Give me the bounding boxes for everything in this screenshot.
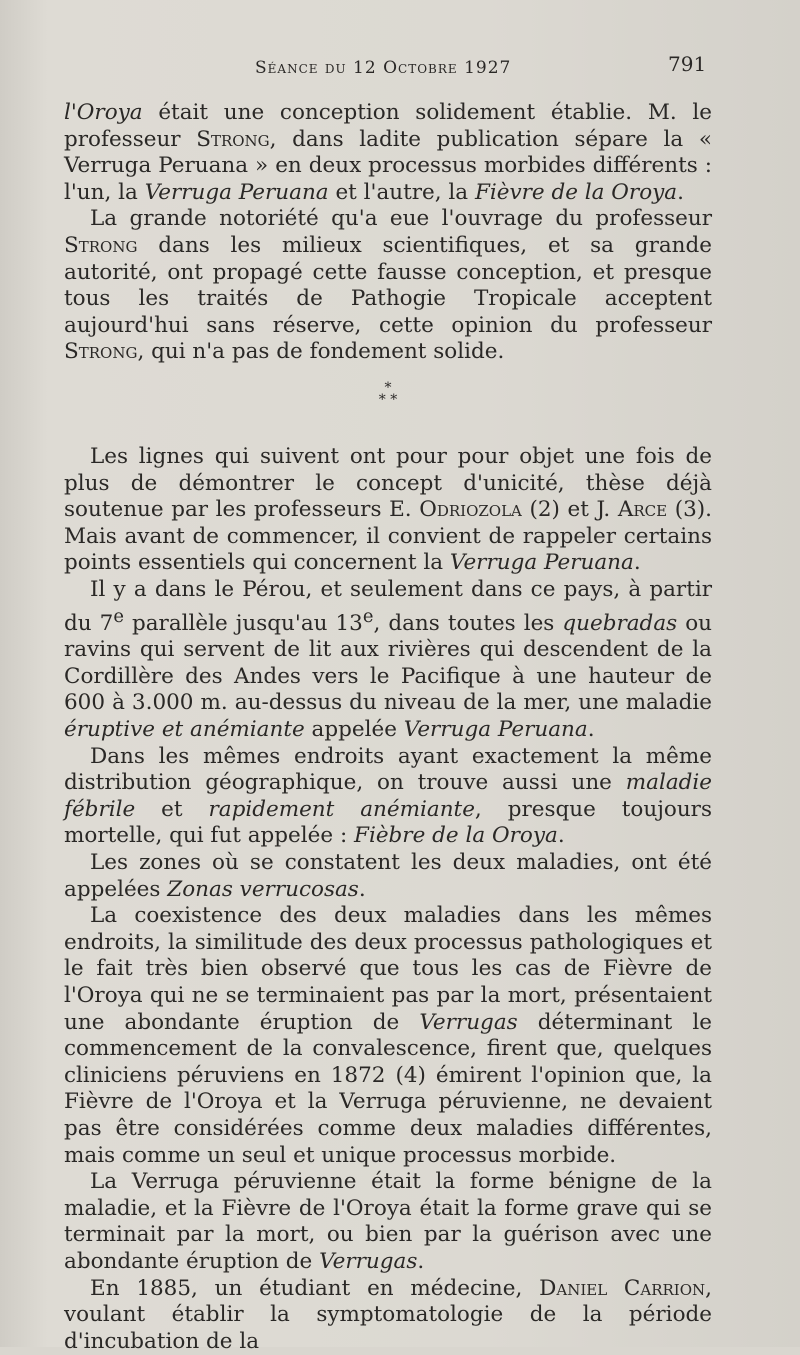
- body-text: [64, 100, 712, 1355]
- text-span: Les lignes qui suivent ont pour pour objet une fois de plus de démontrer le concept d'unicité, thèse déjà soutenue par les professeurs E.: [64, 444, 712, 522]
- paragraph-6: [64, 850, 712, 903]
- paragraph-7: [64, 903, 712, 1169]
- text-span: .: [677, 180, 684, 205]
- paragraph-8: [64, 1169, 712, 1275]
- paragraph-9: [64, 1276, 712, 1355]
- text-span: , voulant établir la symptomatologie de la période d'incubation de la: [64, 1276, 712, 1354]
- text-span: Dans les mêmes endroits ayant exactement la même distribution géographique, on trouve aussi une: [64, 744, 712, 796]
- text-span: quebradas: [562, 611, 677, 636]
- page-number: 791: [668, 52, 706, 76]
- text-span: et l'autre, la: [329, 180, 475, 205]
- text-span: était une conception solidement établie. M. le professeur: [64, 100, 712, 152]
- text-span: appelée: [305, 717, 404, 742]
- text-span: Zonas verrucosas: [167, 877, 359, 902]
- superscript: e: [363, 606, 374, 627]
- text-span: .: [588, 717, 595, 742]
- author-name: Strong: [64, 233, 137, 258]
- text-span: En 1885, un étudiant en médecine,: [90, 1276, 539, 1301]
- text-span: , qui n'a pas de fondement solide.: [137, 339, 504, 364]
- text-span: Verruga Peruana: [145, 180, 329, 205]
- text-span: ou ravins qui servent de lit aux rivières qui descendent de la Cordillère des Andes vers le Pacifique à une hauteur de 600 à 3.000 m. au-dessus du niveau de la mer, une maladie: [64, 611, 712, 716]
- text-span: La coexistence des deux maladies dans les mêmes endroits, la similitude des deux processus pathologiques et le fait très bien observé que tous les cas de Fièvre de l'Oroya qui ne se terminaient pas par la mort, présentaient une abondante éruption de: [64, 903, 712, 1034]
- text-span: .: [558, 823, 565, 848]
- text-span: Verrugas: [319, 1249, 417, 1274]
- paragraph-3: [64, 444, 712, 577]
- text-span: Fièvre de la Oroya: [475, 180, 677, 205]
- paragraph-2: [64, 206, 712, 366]
- text-span: La Verruga péruvienne était la forme bénigne de la maladie, et la Fièvre de l'Oroya était la forme grave qui se terminait par la mort, ou bien par la guérison avec une abondante éruption de: [64, 1169, 712, 1274]
- separator-stars-bottom: * *: [64, 394, 712, 406]
- separator-star-top: *: [64, 382, 712, 394]
- text-span: dans les milieux scientifiques, et sa grande autorité, ont propagé cette fausse conception, et presque tous les traités de Pathogie Tropicale acceptent aujourd'hui sans réserve, cette opinion du professeur: [64, 233, 712, 338]
- author-name: Odriozola: [419, 497, 522, 522]
- text-span: La grande notoriété qu'a eue l'ouvrage du professeur: [90, 206, 712, 231]
- author-name: Arce: [618, 497, 667, 522]
- text-span: éruptive et anémiante: [64, 717, 305, 742]
- author-name: Strong: [196, 127, 269, 152]
- text-span: l'Oroya: [64, 100, 143, 125]
- text-span: .: [634, 550, 641, 575]
- text-span: .: [417, 1249, 424, 1274]
- text-span: Fièbre de la Oroya: [354, 823, 558, 848]
- text-span: Verruga Peruana: [404, 717, 588, 742]
- running-head: Séance du 12 Octobre 1927: [255, 58, 511, 78]
- text-span: Verruga Peruana: [450, 550, 634, 575]
- text-span: et: [135, 797, 208, 822]
- text-span: Verrugas: [419, 1010, 517, 1035]
- text-span: maladie fébrile: [64, 770, 712, 822]
- text-span: déterminant le commencement de la convalescence, firent que, quelques cliniciens péruviens en 1872 (4) émirent l'opinion que, la Fièvre de l'Oroya et la Verruga péruvienne, ne devaient pas être considérées comme deux maladies différentes, mais comme un seul et unique processus morbide.: [64, 1010, 712, 1168]
- page-header: [0, 52, 800, 88]
- superscript: e: [113, 606, 124, 627]
- text-span: (2) et J.: [522, 497, 618, 522]
- text-span: parallèle jusqu'au 13: [124, 611, 363, 636]
- text-span: rapidement anémiante: [208, 797, 474, 822]
- text-span: Il y a dans le Pérou, et seulement dans ce pays, à partir du 7: [64, 577, 712, 636]
- paragraph-4: [64, 577, 712, 744]
- text-span: (3). Mais avant de commencer, il convient de rappeler certains points essentiels qui concernent la: [64, 497, 712, 575]
- paragraph-5: [64, 744, 712, 850]
- author-name: Daniel Carrion: [539, 1276, 705, 1301]
- paragraph-1: [64, 100, 712, 206]
- author-name: Strong: [64, 339, 137, 364]
- text-span: .: [359, 877, 366, 902]
- section-separator: [64, 382, 712, 406]
- text-span: , presque toujours mortelle, qui fut appelée :: [64, 797, 712, 849]
- text-span: Les zones où se constatent les deux maladies, ont été appelées: [64, 850, 712, 902]
- text-span: , dans ladite publication sépare la « Verruga Peruana » en deux processus morbides différents : l'un, la: [64, 127, 712, 205]
- text-span: , dans toutes les: [373, 611, 562, 636]
